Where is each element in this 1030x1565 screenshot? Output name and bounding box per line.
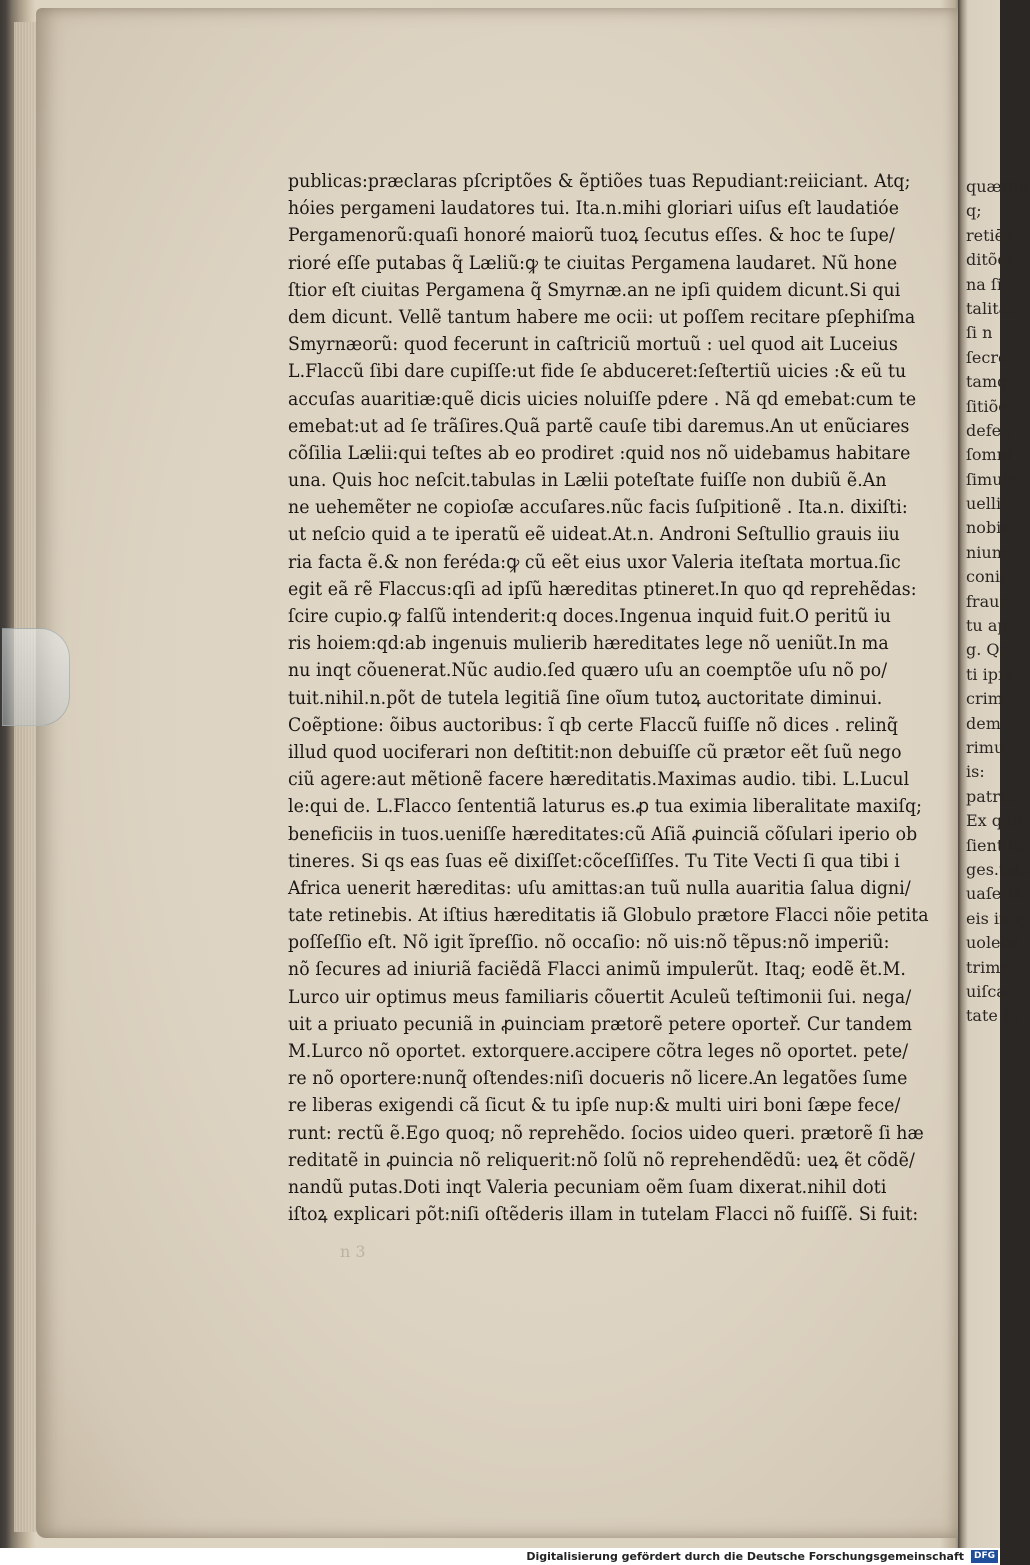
facing-text-fragment: ſitiõe (966, 396, 1008, 416)
facing-text-fragment: fraus (966, 591, 1008, 611)
text-line: Lurco uir optimus meus familiaris cõuertit Aculeũ teſtimonii ſui. nega/ (288, 986, 912, 1008)
facing-text-fragment: ges.tale (966, 859, 1030, 879)
text-line: ſtior eſt ciuitas Pergamena q̃ Smyrnæ.an ne ipſi quidem dicunt.Si qui (288, 279, 901, 301)
text-line: runt: rectũ ẽ.Ego quoq; nõ reprehẽdo. ſocios uideo queri. prætorẽ ſi hæ (288, 1122, 924, 1144)
text-line: publicas:præclaras pſcriptões & ẽptiões tuas Repudiant:reiiciant. Atq; (288, 171, 911, 192)
facing-text-fragment: ti ipſe (966, 664, 1014, 684)
facing-text-fragment: ſomni (966, 445, 1013, 465)
facing-text (966, 175, 1030, 1029)
text-line: hóies pergameni laudatores tui. Ita.n.mihi gloriari uiſus eſt laudatióe (288, 198, 900, 220)
facing-text-fragment: na ſi (966, 274, 1002, 294)
text-line: Pergamenorũ:quaſi honoré maiorũ tuoꝝ ſecutus eſſes. & hoc te ſupe/ (288, 225, 895, 247)
text-line: tuit.nihil.n.põt de tutela legitiã ſine oĩum tutoꝝ auctoritate diminui. (288, 687, 883, 709)
text-line: reditatẽ in ꝓuincia nõ reliquerit:nõ ſolũ nõ reprehendẽdũ: ueꝝ ẽt cõdẽ/ (288, 1149, 915, 1171)
text-line: uit a priuato pecuniã in ꝓuinciam prætorẽ petere oporteř. Cur tandem (288, 1013, 913, 1035)
text-line: re liberas exigendi cã ſicut & tu ipſe nup:& multi uiri boni ſæpe fece/ (288, 1095, 901, 1117)
facing-text-fragment: rimu (966, 737, 1005, 757)
text-line: nu inqt cõuenerat.Nũc audio.ſed quæro uſu an coemptõe uſu nõ po/ (288, 660, 888, 682)
facing-text-fragment: talitas (966, 298, 1017, 318)
facing-text-fragment: ſimulc (966, 469, 1017, 489)
facing-text-fragment: patrin (966, 786, 1016, 806)
text-line: emebat:ut ad ſe trãſires.Quã partẽ cauſe tibi daremus.An ut enũciares (288, 415, 910, 437)
signature-mark: n 3 (340, 1242, 366, 1261)
facing-text-fragment: g. Qu (966, 640, 1010, 660)
text-line: accuſas auaritiæ:quẽ dicis uicies noluiſſe pdere . Nã qd emebat:cum te (288, 388, 917, 410)
text-line: illud quod uociferari non deſtitit:non debuiſſe cũ prætor eẽt ſuũ nego (288, 741, 902, 763)
text-line: tate retinebis. At iſtius hæreditatis iã Globulo prætore Flacci nõie petita (288, 905, 929, 927)
facing-text-fragment: coniſ (966, 567, 1006, 587)
text-line: M.Lurco nõ oportet. extorquere.accipere cõtra leges nõ oportet. pete/ (288, 1041, 909, 1062)
funding-credit: Digitalisierung gefördert durch die Deutsche Forschungsgemeinschaft (526, 1550, 964, 1563)
text-line: Smyrnæorũ: quod fecerunt in caſtriciũ mortuũ : uel quod ait Luceius (288, 334, 898, 356)
facing-text-fragment: trimo (966, 957, 1010, 977)
text-line: ria facta ẽ.& non feréda:ꝙ cũ eẽt eius uxor Valeria iteſtata mortua.ſic (288, 551, 901, 573)
facing-text-fragment: tamq (966, 372, 1008, 392)
text-line: cõſilia Lælii:qui teſtes ab eo prodiret :quid nos nõ uidebamus habitare (288, 442, 911, 464)
facing-text-fragment: uaſerit (966, 884, 1021, 904)
facing-text-fragment: tate tu (966, 1006, 1020, 1026)
text-line: rioré eſſe putabas q̃ Læliũ:ꝙ te ciuitas Pergamena laudaret. Nũ hone (288, 252, 898, 274)
facing-text-fragment: eis in q (966, 908, 1025, 928)
text-line: una. Quis hoc neſcit.tabulas in Lælii poteſtate fuiſſe non dubiũ ẽ.An (288, 470, 887, 492)
facing-text-fragment: uolebe (966, 933, 1021, 953)
text-line: ne uehemẽter ne copioſæ accuſares.nũc facis ſuſpitionẽ . Ita.n. dixiſti: (288, 497, 908, 519)
facing-text-fragment: ſi n (966, 323, 993, 343)
text-line: ris hoiem:qd:ab ingenuis mulierib hæreditates lege nõ ueniũt.In ma (288, 633, 889, 655)
facing-text-fragment: uiſca (966, 981, 1006, 1001)
facing-text-fragment: is: (966, 762, 985, 782)
plastic-page-clip (2, 628, 70, 726)
text-line: beneficiis in tuos.ueniſſe hæreditates:cũ Aſiã ꝓuinciã cõſulari iperio ob (288, 823, 918, 845)
text-line: nandũ putas.Doti inqt Valeria pecuniam oẽm ſuam dixerat.nihil doti (288, 1176, 887, 1198)
text-line: tineres. Si qs eas ſuas eẽ dixiſſet:cõceſſiſſes. Tu Tite Vecti ſi qua tibi i (288, 850, 900, 872)
facing-text-fragment: crim (966, 689, 1003, 709)
page-edges (14, 22, 36, 1532)
text-line: dem dicunt. Vellẽ tantum habere me ocii: ut poſſem recitare pſephiſma (288, 306, 916, 328)
text-block (288, 168, 938, 1228)
text-line: L.Flaccũ ſibi dare cupiſſe:ut fide ſe abduceret:ſeſtertiũ uicies :& eũ tu (288, 361, 907, 383)
footer-bar (0, 1548, 1000, 1565)
facing-text-fragment: uelli (966, 494, 1002, 514)
facing-text-fragment: ſecre (966, 347, 1008, 367)
facing-text-fragment: nium (966, 542, 1007, 562)
facing-text-fragment: tu ap (966, 616, 1008, 636)
text-line: Africa uenerit hæreditas: uſu amittas:an tuũ nulla auaritia ſalua digni/ (288, 877, 911, 899)
text-line: egit eã rẽ Flaccus:qſi ad ipſũ hæreditas ptineret.In quo qd reprehẽdas: (288, 578, 917, 600)
facing-text-fragment: quæſtio (966, 177, 1029, 196)
facing-text-fragment: dem (966, 713, 1001, 733)
facing-text-fragment: defen (966, 420, 1012, 440)
facing-text-fragment: q; (966, 201, 982, 221)
facing-page (958, 0, 1030, 1548)
text-line: re nõ oportere:nunq̃ oſtendes:niſi docueris nõ licere.An legatões ſume (288, 1068, 908, 1090)
text-line: ſcire cupio.ꝙ falſũ intenderit:q doces.Ingenua inquid fuit.O peritũ iu (288, 606, 891, 627)
text-line: nõ ſecures ad iniuriã faciẽdã Flacci animũ impulerũt. Itaq; eodẽ ẽt.M. (288, 959, 907, 981)
text-line: poſſeſſio eſt. Nõ igit ĩpreſſio. nõ occaſio: nõ uis:nõ tẽpus:nõ imperiũ: (288, 932, 890, 954)
text-line: ut neſcio quid a te iperatũ eẽ uideat.At.n. Androni Seſtullio grauis iiu (288, 524, 900, 546)
facing-text-fragment: Ex quo (966, 811, 1022, 831)
facing-text-fragment: retiēs (966, 225, 1013, 245)
text-line: iſtoꝝ explicari põt:niſi oſtẽderis illam in tutelam Flacci nõ fuiſſẽ. Si fuit: (288, 1204, 919, 1226)
facing-text-fragment: ditões (966, 250, 1016, 270)
dfg-logo: DFG (971, 1550, 998, 1563)
text-line: le:qui de. L.Flacco ſententiã laturus es.ꝓ tua eximia liberalitate maxiſq; (288, 796, 923, 818)
facing-text-fragment: ſient in (966, 835, 1024, 855)
text-line: Coẽptione: õibus auctoribus: ĩ qb certe Flaccũ fuiſſe nõ dices . relinq̃ (288, 714, 899, 736)
text-line: ciũ agere:aut mẽtionẽ facere hæreditatis.Maximas audio. tibi. L.Lucul (288, 769, 910, 791)
facing-text-fragment: nobis (966, 518, 1010, 538)
